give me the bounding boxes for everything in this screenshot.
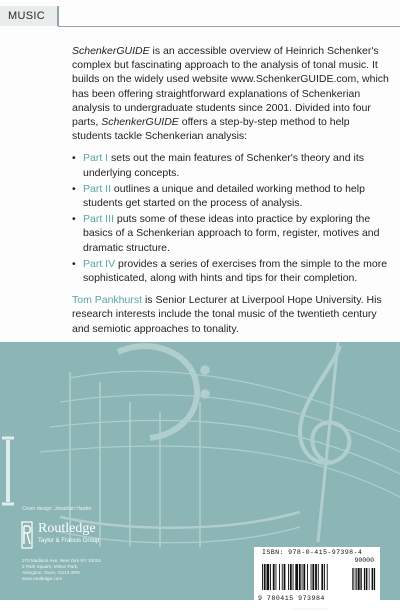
part-label: Part IV bbox=[83, 257, 116, 270]
price-barcode-bar bbox=[356, 568, 357, 590]
barcode-bar bbox=[327, 564, 328, 590]
list-item bbox=[72, 257, 390, 285]
routledge-logo-icon bbox=[22, 522, 32, 548]
book-title-repeat: SchenkerGUIDE bbox=[101, 116, 179, 129]
price-barcode-bar bbox=[366, 568, 367, 590]
barcode-digits: 9 780415 973984 bbox=[258, 595, 325, 602]
part-description: puts some of these ideas into practice by exploring the basics of a Schenkerian approach to form, register, motives and dramatic structure. bbox=[83, 213, 380, 254]
barcode-bar bbox=[312, 564, 314, 590]
barcode-bar bbox=[267, 564, 270, 590]
barcode-bar bbox=[315, 564, 317, 590]
barcode-bar bbox=[307, 564, 308, 590]
barcode-bar bbox=[282, 564, 283, 590]
part-description: outlines a unique and detailed working method to help students get started on the process of analysis. bbox=[83, 182, 365, 210]
address-line: 2 Park Square, Milton Park, bbox=[22, 564, 79, 569]
list-item bbox=[72, 151, 390, 179]
barcode-bar bbox=[302, 564, 303, 590]
barcode-bar bbox=[293, 564, 294, 590]
barcode-bar bbox=[264, 564, 266, 590]
intro-text: is an accessible overview of Heinrich Schenker's complex but fascinating approach to the analysis of tonal music. It builds on the widely used website www.SchenkerGUIDE.com, which has been offering straightforward explanations of Schenkerian analysis to undergraduate students since 2001. Divided into four parts, bbox=[72, 45, 389, 129]
category-divider bbox=[58, 6, 59, 26]
barcode-bar bbox=[276, 564, 277, 590]
barcode-icon bbox=[258, 564, 376, 592]
price-barcode-bar bbox=[360, 568, 361, 590]
barcode-box bbox=[254, 547, 380, 603]
barcode-bar bbox=[262, 564, 263, 590]
publisher-subtitle: Taylor & Francis Group bbox=[38, 538, 100, 544]
barcode-bar bbox=[284, 564, 286, 590]
author-bio bbox=[72, 293, 390, 336]
barcode-bar bbox=[324, 564, 325, 590]
barcode-bar bbox=[303, 564, 305, 590]
price-barcode-bar bbox=[372, 568, 373, 590]
barcode-bar bbox=[299, 564, 301, 590]
price-barcode-bar bbox=[353, 568, 354, 590]
address-line: www.routledge.com bbox=[22, 576, 63, 581]
part-label: Part I bbox=[83, 152, 109, 165]
intro-end-text: offers a step-by-step method to help students tackle Schenkerian analysis: bbox=[72, 116, 350, 143]
price-barcode-bar bbox=[352, 568, 353, 590]
barcode-bar bbox=[288, 564, 289, 590]
price-barcode-bar bbox=[358, 568, 360, 590]
part-label: Part III bbox=[83, 213, 114, 226]
barcode-bar bbox=[270, 564, 271, 590]
isbn-label: ISBN: 978-0-415-97398-4 bbox=[262, 549, 363, 556]
price-barcode-bar bbox=[355, 568, 356, 590]
blurb bbox=[72, 44, 390, 336]
barcode-bar bbox=[273, 564, 275, 590]
part-description: sets out the main features of Schenker's theory and its underlying concepts. bbox=[83, 152, 364, 179]
barcode-bar bbox=[279, 564, 280, 590]
address-line: Abingdon, Oxon, OX14 4RN bbox=[22, 570, 80, 575]
price-barcode-bar bbox=[374, 568, 375, 590]
author-bio-text: is Senior Lecturer at Liverpool Hope University. His research interests include the tonal music of the twentieth century and semiotic approaches to tonality. bbox=[72, 294, 382, 335]
book-title: SchenkerGUIDE bbox=[72, 45, 150, 57]
author-name: Tom Pankhurst bbox=[72, 294, 143, 307]
price-barcode-bar bbox=[369, 568, 370, 590]
address-line: 270 Madison Ave, New York NY 10016 bbox=[22, 558, 101, 563]
price-code: 90000 bbox=[354, 557, 374, 564]
barcode-bar bbox=[318, 564, 319, 590]
barcode-small-print: an informa business bbox=[292, 606, 328, 611]
publisher-address bbox=[22, 558, 102, 582]
category-label: MUSIC bbox=[0, 6, 58, 26]
cover-design-credit: Cover design: Jonathan Harder bbox=[22, 506, 92, 512]
part-label: Part II bbox=[83, 182, 112, 195]
cover-art-panel bbox=[0, 342, 400, 611]
price-barcode-bar bbox=[364, 568, 365, 590]
part-description: provides a series of exercises from the simple to the more sophisticated, along with hints and tips for their completion. bbox=[83, 257, 388, 285]
header-rule bbox=[58, 26, 400, 27]
barcode-bar bbox=[295, 564, 298, 590]
list-item bbox=[72, 182, 390, 210]
barcode-bar bbox=[321, 564, 323, 590]
publisher-name: Routledge bbox=[38, 521, 96, 536]
barcode-bar bbox=[290, 564, 292, 590]
list-item bbox=[72, 212, 390, 255]
barcode-bar bbox=[311, 564, 312, 590]
parts-list bbox=[72, 151, 390, 285]
intro-paragraph bbox=[72, 44, 390, 143]
